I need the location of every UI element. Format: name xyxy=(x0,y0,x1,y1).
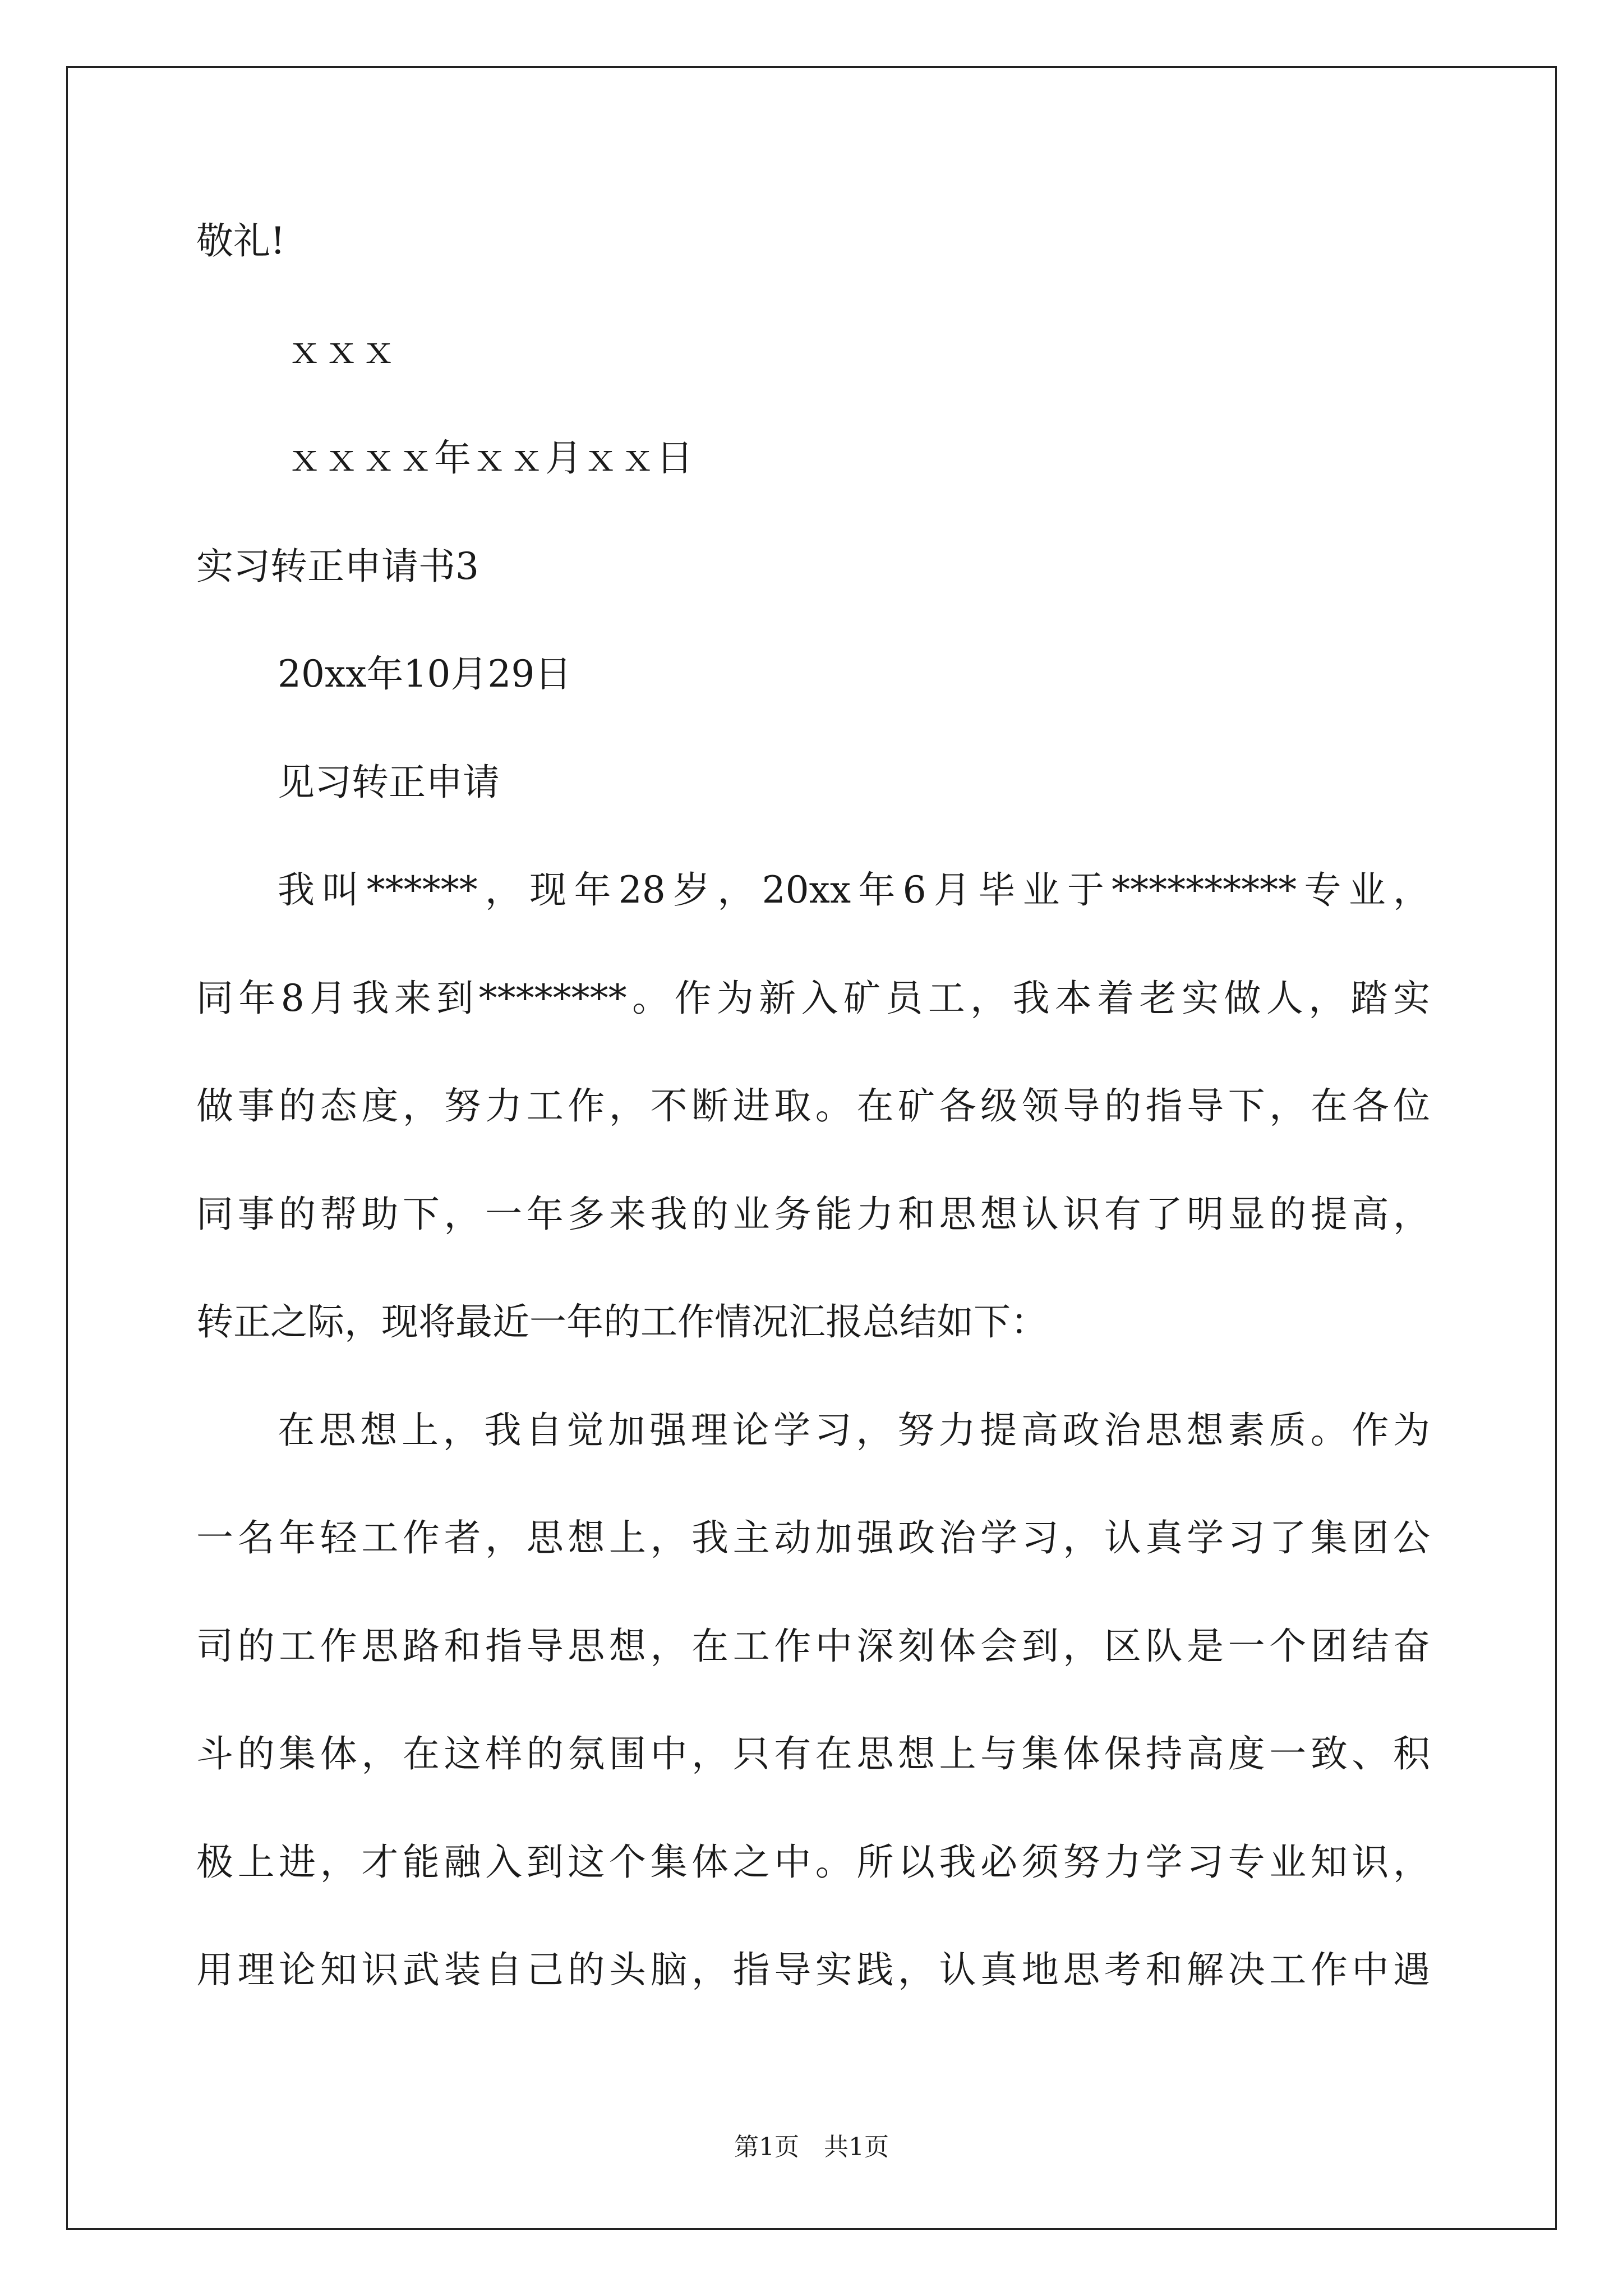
signature-name: ｘｘｘ xyxy=(286,329,397,372)
letter-date: 20xx年10月29日 xyxy=(278,652,572,696)
page-border xyxy=(66,66,1557,2230)
paragraph-line: 在思想上，我自觉加强理论学习，努力提高政治思想素质。作为 xyxy=(278,1409,1430,1452)
paragraph-line: 同年8月我来到********。作为新入矿员工，我本着老实做人，踏实 xyxy=(196,977,1430,1020)
section-title: 实习转正申请书3 xyxy=(196,545,479,588)
paragraph-line: 用理论知识武装自己的头脑，指导实践，认真地思考和解决工作中遇 xyxy=(196,1948,1430,1991)
signature-date: ｘｘｘｘ年ｘｘ月ｘｘ日 xyxy=(286,436,693,480)
paragraph-line: 极上进，才能融入到这个集体之中。所以我必须努力学习专业知识， xyxy=(196,1841,1430,1884)
closing-salutation: 敬礼! xyxy=(196,219,285,263)
paragraph-line: 做事的态度，努力工作，不断进取。在矿各级领导的指导下，在各位 xyxy=(196,1084,1430,1128)
paragraph-line: 斗的集体，在这样的氛围中，只有在思想上与集体保持高度一致、积 xyxy=(196,1732,1430,1775)
letter-title: 见习转正申请 xyxy=(278,761,500,804)
paragraph-line: 我叫******，现年28岁，20xx年6月毕业于**********专业， xyxy=(278,868,1430,912)
paragraph-line: 同事的帮助下，一年多来我的业务能力和思想认识有了明显的提高， xyxy=(196,1193,1430,1236)
paragraph-line: 司的工作思路和指导思想，在工作中深刻体会到，区队是一个团结奋 xyxy=(196,1625,1430,1668)
paragraph-line: 转正之际，现将最近一年的工作情况汇报总结如下： xyxy=(196,1300,1048,1343)
page-footer: 第1页 共1页 xyxy=(734,2133,889,2161)
paragraph-line: 一名年轻工作者，思想上，我主动加强政治学习，认真学习了集团公 xyxy=(196,1516,1430,1559)
